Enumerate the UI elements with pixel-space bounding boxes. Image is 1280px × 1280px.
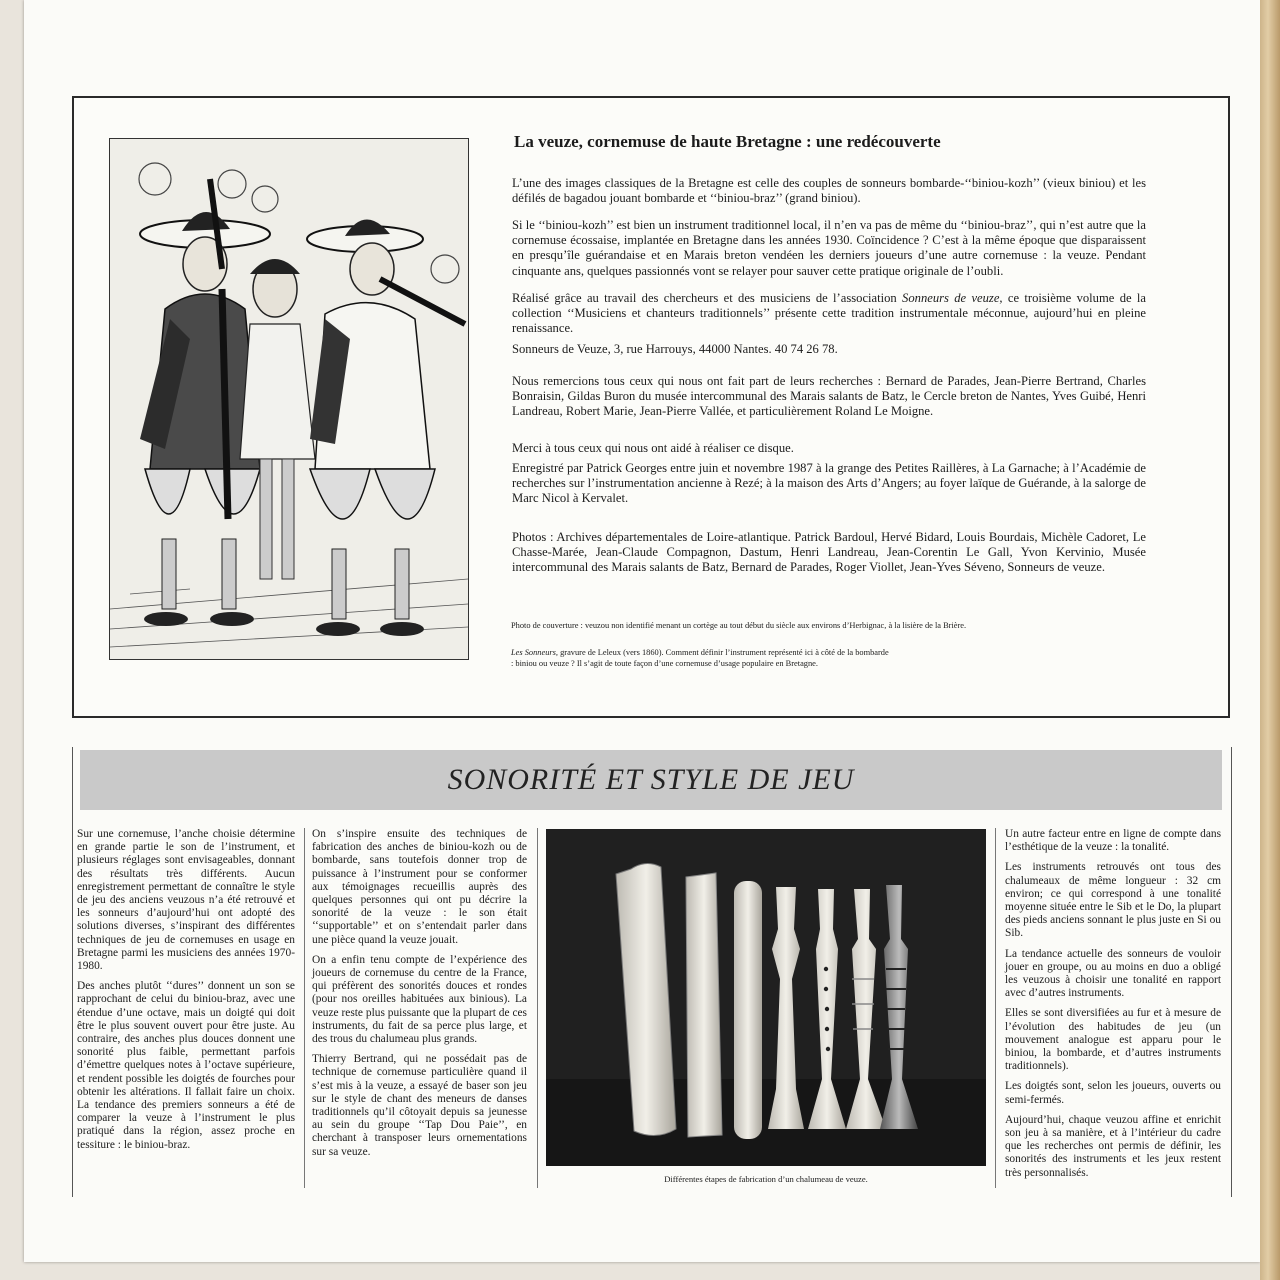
engraving-svg xyxy=(110,139,468,659)
column-1-paragraph: Des anches plutôt ‘‘dures’’ donnent un son se rapprochant de celui du biniou-braz, avec une étendue d’une octave, mais un doigté qui doit être le plus souvent ouvert pour être juste. Au contraire, des anches plus douces donnent une sonorité plus faible, permettant parfois d’émettre quelques notes à l’octave supérieure, et rendent possible les doigtés de fourches pour obtenir les altérations. Il fallait faire un choix. La tendance des premiers sonneurs a été de comparer la veuze à l’instrument le plus pratiqué dans la région, assez proche en tessiture : le biniou-braz. xyxy=(77,980,295,1151)
section-banner xyxy=(80,750,1222,810)
collection-text-start: Réalisé grâce au travail des chercheurs et des musiciens de l’association xyxy=(512,291,897,305)
text-column-4 xyxy=(1005,828,1221,1187)
column-4-paragraph: Aujourd’hui, chaque veuzou affine et enrichit son jeu à sa manière, et à l’intérieur du cadre que les recherches ont permis de définir, les sonorités des instruments et les jeux restent très personnalisés. xyxy=(1005,1113,1221,1179)
column-4-paragraph: La tendance actuelle des sonneurs de vouloir jouer en groupe, ou au moins en duo a obligé les veuzous à choisir une tonalité en rapport avec d’autres instruments. xyxy=(1005,947,1221,1000)
notes-paragraph-photos: Photos : Archives départementales de Loire-atlantique. Patrick Bardoul, Hervé Bidard, Louis Bourdais, Michèle Cadoret, Le Chasse-Marée, Jean-Claude Compagnon, Dastum, Henri Landreau, Jean-Corentin Le Gall, Yvon Kervinio, Musée intercommunal des Marais salants de Batz, Bernard de Parades, Roger Viollet, Jean-Yves Séveno, Sonneurs de veuze. xyxy=(512,530,1146,575)
column-4-paragraph: Les doigtés sont, selon les joueurs, ouverts ou semi-fermés. xyxy=(1005,1080,1221,1106)
column-divider xyxy=(304,828,305,1188)
engraving-illustration xyxy=(109,138,469,660)
column-4-paragraph: Les instruments retrouvés ont tous des chalumeaux de même longueur : 32 cm environ; ce qui correspond à une tonalité moyenne située entre le Sib et le Do, la plupart des pieds anciens sonnant le plus juste en Si ou Sib. xyxy=(1005,861,1221,940)
notes-paragraph-intro: L’une des images classiques de la Bretagne est celle des couples de sonneurs bombarde-‘‘biniou-kozh’’ (vieux biniou) et les défilés de bagadou jouant bombarde et ‘‘biniou-braz’’ (grand biniou). xyxy=(512,176,1146,206)
notes-paragraph-thanks: Nous remercions tous ceux qui nous ont fait part de leurs recherches : Bernard de Parades, Jean-Pierre Bertrand, Charles Bonraisin, Gildas Buron du musée intercommunal des Marais salants de Batz, le Cercle breton de Nantes, Yves Guibé, Henri Landreau, Robert Marie, Jean-Pierre Vallée, et particulièrement Roland Le Moigne. xyxy=(512,374,1146,419)
association-name-italic: Sonneurs de veuze, xyxy=(902,291,1003,305)
column-2-paragraph: On s’inspire ensuite des techniques de fabrication des anches de biniou-kozh ou de bombarde, sans toutefois donner trop de puissance à l’instrument pour se conformer aux témoignages recueillis auprès des quelques personnes qui ont pu décrire la sonorité de la veuze : le son était ‘‘supportable’’ et on s’entendait parler dans une pièce quand la veuze jouait. xyxy=(312,828,527,946)
collection-text-end: ce troisième volume de la collection ‘‘Musiciens et chanteurs traditionnels’’ présente cette tradition instrumentale méconnue, aujourd’hui en pleine renaissance. xyxy=(512,291,1146,336)
notes-paragraph-collection xyxy=(512,291,1146,337)
notes-paragraph-address: Sonneurs de Veuze, 3, rue Harrouys, 44000 Nantes. 40 74 26 78. xyxy=(512,342,838,356)
chalumeau-stages-photo xyxy=(546,829,986,1166)
notes-paragraph-merci: Merci à tous ceux qui nous ont aidé à réaliser ce disque. xyxy=(512,441,794,455)
column-divider xyxy=(995,828,996,1188)
cover-photo-caption: Photo de couverture : veuzou non identifié menant un cortège au tout début du siècle aux environs d’Herbignac, à la lisière de la Brière. xyxy=(511,621,967,630)
sleeve-spine-edge xyxy=(1260,0,1280,1280)
engraving-caption xyxy=(511,647,891,669)
chalumeau-photo-svg xyxy=(546,829,986,1166)
text-column-2 xyxy=(312,828,527,1166)
column-1-paragraph: Sur une cornemuse, l’anche choisie détermine en grande partie le son de l’instrument, et plusieurs réglages sont envisageables, donnant des résultats très différents. Aucun enregistrement permettant de connaître le style de jeu des anciens veuzous n’a été retrouvé et les sonneurs d’aujourd’hui ont adopté des solutions diverses, s’inspirant des différentes techniques de jeu de cornemuses en usage en Bretagne parmi les musiciens des années 1970-1980. xyxy=(77,828,295,973)
notes-paragraph-history: Si le ‘‘biniou-kozh’’ est bien un instrument traditionnel local, il n’en va pas de même du ‘‘biniou-braz’’, qui n’est autre que la cornemuse écossaise, implantée en Bretagne dans les années 1930. Coïncidence ? C’est à la même époque que disparaissent en presqu’île guérandaise et en Marais breton vendéen les derniers joueurs d’une autre cornemuse : la veuze. Pendant cinquante ans, quelques passionnés vont se relayer pour sauver cette pratique originale de l’oubli. xyxy=(512,218,1146,278)
engraving-title-italic: Les Sonneurs, xyxy=(511,648,558,657)
engraving-caption-text: gravure de Leleux (vers 1860). Comment définir l’instrument représenté ici à côté de la bombarde : biniou ou veuze ? Il s’agit de toute façon d’une cornemuse d’usage populaire en Bretagne. xyxy=(511,648,889,668)
text-column-1 xyxy=(77,828,295,1159)
section-title: SONORITÉ ET STYLE DE JEU xyxy=(447,763,855,796)
photo-caption: Différentes étapes de fabrication d’un chalumeau de veuze. xyxy=(664,1174,868,1184)
column-2-paragraph: On a enfin tenu compte de l’expérience des joueurs de cornemuse du centre de la France, qui préfèrent des sonorités douces et rondes (pour nos oreilles habituées aux binious). La veuze reste plus puissante que la plupart de ces instruments, du fait de sa perce plus large, et des trous du chalumeau plus grands. xyxy=(312,953,527,1046)
notes-title: La veuze, cornemuse de haute Bretagne : une redécouverte xyxy=(514,132,941,151)
column-divider xyxy=(537,828,538,1188)
column-4-paragraph: Un autre facteur entre en ligne de compte dans l’esthétique de la veuze : la tonalité. xyxy=(1005,828,1221,854)
notes-paragraph-recording: Enregistré par Patrick Georges entre juin et novembre 1987 à la grange des Petites Raillères, à La Garnache; à l’Académie de recherches sur l’instrumentation ancienne à Rezé; à la maison des Arts d’Angers; au foyer laïque de Guérande, à la salorge de Marc Nicol à Kervalet. xyxy=(512,461,1146,506)
column-4-paragraph: Elles se sont diversifiées au fur et à mesure de l’évolution des habitudes de jeu (un mouvement analogue est apparu pour le biniou, la bombarde, et d’autres instruments traditionnels). xyxy=(1005,1007,1221,1073)
column-2-paragraph: Thierry Bertrand, qui ne possédait pas de technique de cornemuse particulière quand il s’est mis à la veuze, a essayé de baser son jeu sur le style de chant des meneurs de danses traditionnels qu’il côtoyait depuis sa jeunesse au sein du groupe ‘‘Tap Dou Paie’’, en cherchant à transposer leurs ornementations sur sa veuze. xyxy=(312,1053,527,1158)
